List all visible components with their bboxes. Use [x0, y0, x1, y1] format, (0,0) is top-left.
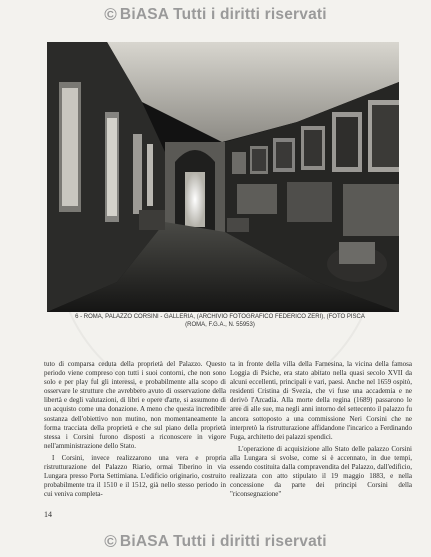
watermark-text: BiASA Tutti i diritti riservati — [119, 6, 327, 23]
watermark-footer — [0, 527, 431, 557]
gallery-interior-image — [47, 42, 399, 312]
copyright-icon: © — [104, 532, 117, 551]
caption-line-1: 6 - ROMA, PALAZZO CORSINI - GALLERIA, (ARCHIVIO FOTOGRAFICO FEDERICO ZERI), (FOTO PISCA — [75, 314, 365, 320]
page-number: 14 — [44, 510, 52, 519]
caption-line-2: (ROMA, F.G.A., N. 55953) — [185, 322, 255, 328]
copyright-icon: © — [104, 5, 117, 24]
paragraph: ta in fronte della villa della Farnesina, la vicina della famosa Loggia di Psiche, era stato abitato nella quasi secolo XVII da alcuni eccellenti, principali e vari, paesi. Anche nel 1659 ospitò, residenti Cristina di Svezia, che vi fuse una accademia e ne derivò l'Arcadia. Alla morte della regina (1689) passarono le aree di alle sue, ma negli anni intorno del settecento il palazzo fu ancora sottoposto a una commissione Neri Corsini che ne interpretò la ristrutturazione affidandone l'incarico a Ferdinando Fuga, architetto dei palazzi spendici. — [230, 360, 412, 441]
text-column-right — [230, 360, 412, 499]
photo-caption — [60, 313, 380, 329]
watermark-text: BiASA Tutti i diritti riservati — [119, 533, 327, 550]
paragraph: I Corsini, invece realizzarono una vera e propria ristrutturazione del Palazzo Riario, ormai Tiberino in via Lungara presso Porta Settimiana. L'edificio originario, costruito probabilmente tra il 1510 e il 1512, già nello stesso periodo in cui veniva completa- — [44, 453, 226, 499]
gallery-photograph — [47, 42, 399, 312]
paragraph: L'operazione di acquisizione allo Stato delle palazzo Corsini alla Lungara si svolse, come si è accennato, in due tempi, essendo costituita dalla compravendita del Palazzo, dall'edificio, realizzata con atto stipulato il 19 maggio 1883, e nella concessione da parte dei principi Corsini della "riconsegnazione" — [230, 444, 412, 499]
paragraph: tuto di comparsa ceduta della proprietà del Palazzo. Questo periodo viene compreso con tutti i suoi contorni, che non sono solo e per play ful gli interessi, e probabilmente alla scopo di osservare le strutture che avrebbero avuto di osservazione della libertà e degli valutazioni, di libri e opere d'arte, si assumono di un acquisto come una donazione. A meno che questa incredibile sostanza dell'obiettivo non mutino, non momentaneamente la forma tracciata della proprietà e che sul piano della proprietà stessa i Corsini furono disposti a riconoscere in vigore nell'amministrazione dello Stato. — [44, 360, 226, 450]
text-column-left — [44, 360, 226, 499]
watermark-header — [0, 0, 431, 30]
